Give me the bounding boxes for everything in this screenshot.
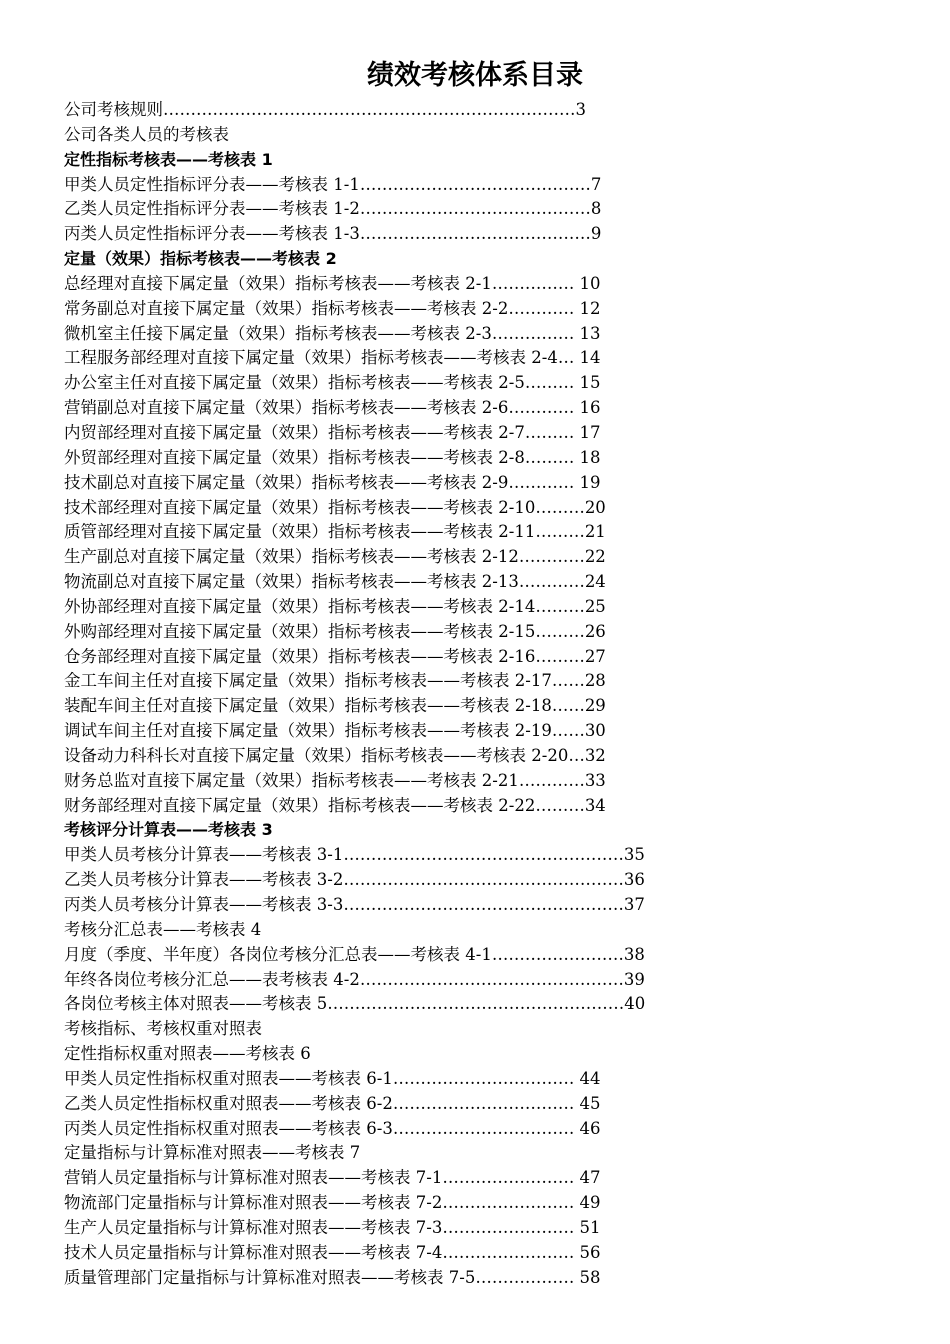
toc-entry: 质量管理部门定量指标与计算标准对照表——考核表 7-5……………… 58 [64, 1267, 601, 1287]
toc-entry: 微机室主任接下属定量（效果）指标考核表——考核表 2-3…………… 13 [64, 323, 601, 343]
toc-entry: 外购部经理对直接下属定量（效果）指标考核表——考核表 2-15………26 [64, 621, 606, 641]
toc-entry: 年终各岗位考核分汇总——表考核表 4-2…………………………………………39 [64, 969, 645, 989]
toc-entry: 装配车间主任对直接下属定量（效果）指标考核表——考核表 2-18……29 [64, 696, 606, 716]
toc-entry: 办公室主任对直接下属定量（效果）指标考核表——考核表 2-5……… 15 [64, 373, 601, 393]
toc-entry: 公司各类人员的考核表 [64, 124, 229, 144]
toc-entry: 技术人员定量指标与计算标准对照表——考核表 7-4…………………… 56 [64, 1242, 601, 1262]
toc-entry: 调试车间主任对直接下属定量（效果）指标考核表——考核表 2-19……30 [64, 721, 606, 741]
toc-entry: 外贸部经理对直接下属定量（效果）指标考核表——考核表 2-8……… 18 [64, 447, 601, 467]
toc-entry: 财务总监对直接下属定量（效果）指标考核表——考核表 2-21…………33 [64, 770, 606, 790]
toc-entry: 乙类人员定性指标权重对照表——考核表 6-2…………………………… 45 [64, 1093, 601, 1113]
toc-entry: 公司考核规则…………………………………………………………………3 [64, 100, 586, 119]
toc-section-heading: 定性指标考核表——考核表 1 [64, 149, 273, 169]
document-title: 绩效考核体系目录 [367, 60, 583, 91]
toc-entry: 营销副总对直接下属定量（效果）指标考核表——考核表 2-6………… 16 [64, 398, 601, 418]
toc-entry: 质管部经理对直接下属定量（效果）指标考核表——考核表 2-11………21 [64, 522, 606, 542]
toc-entry: 甲类人员定性指标评分表——考核表 1-1……………………………………7 [64, 174, 602, 194]
toc-entry: 内贸部经理对直接下属定量（效果）指标考核表——考核表 2-7……… 17 [64, 422, 601, 442]
toc-entry: 总经理对直接下属定量（效果）指标考核表——考核表 2-1…………… 10 [64, 273, 601, 293]
toc-entry: 丙类人员考核分计算表——考核表 3-3……………………………………………37 [64, 895, 645, 914]
toc-entry: 财务部经理对直接下属定量（效果）指标考核表——考核表 2-22………34 [64, 795, 606, 815]
toc-entry: 定性指标权重对照表——考核表 6 [64, 1044, 311, 1064]
toc-entry: 设备动力科科长对直接下属定量（效果）指标考核表——考核表 2-20…32 [64, 745, 606, 765]
toc-entry: 工程服务部经理对直接下属定量（效果）指标考核表——考核表 2-4… 14 [64, 348, 601, 368]
toc-entry: 常务副总对直接下属定量（效果）指标考核表——考核表 2-2………… 12 [64, 298, 601, 318]
toc-entry: 乙类人员定性指标评分表——考核表 1-2……………………………………8 [64, 199, 602, 219]
toc-entry: 物流副总对直接下属定量（效果）指标考核表——考核表 2-13…………24 [64, 572, 606, 592]
toc-section-heading: 考核评分计算表——考核表 3 [64, 820, 273, 840]
table-of-contents [64, 98, 764, 1291]
toc-entry: 丙类人员定性指标评分表——考核表 1-3……………………………………9 [64, 224, 602, 244]
toc-entry: 技术部经理对直接下属定量（效果）指标考核表——考核表 2-10………20 [64, 497, 606, 517]
toc-entry: 甲类人员考核分计算表——考核表 3-1……………………………………………35 [64, 845, 645, 865]
toc-entry: 营销人员定量指标与计算标准对照表——考核表 7-1…………………… 47 [64, 1168, 601, 1188]
toc-entry: 甲类人员定性指标权重对照表——考核表 6-1…………………………… 44 [64, 1068, 601, 1088]
toc-entry: 各岗位考核主体对照表——考核表 5………………………………………………40 [64, 994, 646, 1014]
toc-section-heading: 定量（效果）指标考核表——考核表 2 [64, 249, 337, 269]
toc-entry: 生产副总对直接下属定量（效果）指标考核表——考核表 2-12…………22 [64, 547, 606, 567]
toc-entry: 技术副总对直接下属定量（效果）指标考核表——考核表 2-9………… 19 [64, 472, 601, 492]
toc-entry: 考核指标、考核权重对照表 [64, 1019, 262, 1039]
toc-entry: 金工车间主任对直接下属定量（效果）指标考核表——考核表 2-17……28 [64, 671, 606, 691]
toc-entry: 物流部门定量指标与计算标准对照表——考核表 7-2…………………… 49 [64, 1193, 601, 1213]
toc-entry: 丙类人员定性指标权重对照表——考核表 6-3…………………………… 46 [64, 1118, 601, 1138]
toc-entry: 仓务部经理对直接下属定量（效果）指标考核表——考核表 2-16………27 [64, 646, 606, 666]
toc-entry: 外协部经理对直接下属定量（效果）指标考核表——考核表 2-14………25 [64, 596, 606, 616]
toc-entry: 定量指标与计算标准对照表——考核表 7 [64, 1143, 361, 1163]
toc-entry: 考核分汇总表——考核表 4 [64, 919, 262, 939]
toc-entry: 生产人员定量指标与计算标准对照表——考核表 7-3…………………… 51 [64, 1217, 601, 1237]
toc-entry: 月度（季度、半年度）各岗位考核分汇总表——考核表 4-1……………………38 [64, 944, 645, 964]
toc-entry: 乙类人员考核分计算表——考核表 3-2……………………………………………36 [64, 870, 645, 890]
